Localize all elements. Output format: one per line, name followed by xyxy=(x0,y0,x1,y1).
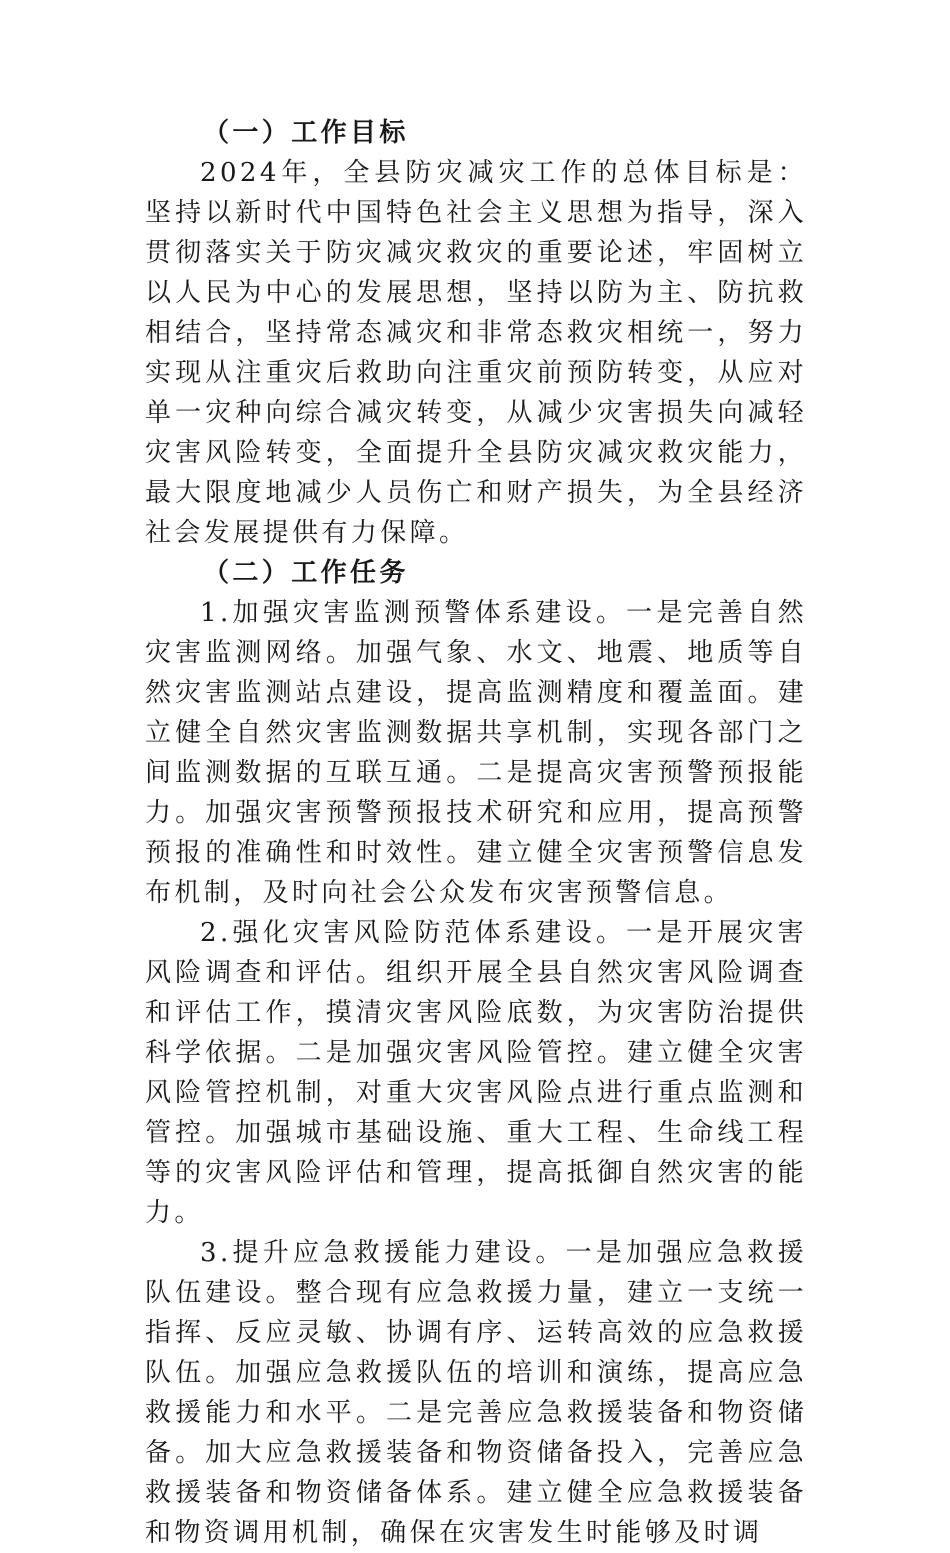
paragraph-task-emergency-rescue: 3.提升应急救援能力建设。一是加强应急救援队伍建设。整合现有应急救援力量，建立一支统一指挥、反应灵敏、协调有序、运转高效的应急救援队伍。加强应急救援队伍的培训和演练，提高应急救援能力和水平。二是完善应急救援装备和物资储备。加大应急救援装备和物资储备投入，完善应急救援装备和物资储备体系。建立健全应急救援装备和物资调用机制，确保在灾害发生时能够及时调 xyxy=(145,1238,807,1548)
paragraph-task-monitoring-warning: 1.加强灾害监测预警体系建设。一是完善自然灾害监测网络。加强气象、水文、地震、地质等自然灾害监测站点建设，提高监测精度和覆盖面。建立健全自然灾害监测数据共享机制，实现各部门之间监测数据的互联互通。二是提高灾害预警预报能力。加强灾害预警预报技术研究和应用，提高预警预报的准确性和时效性。建立健全灾害预警信息发布机制，及时向社会公众发布灾害预警信息。 xyxy=(145,598,807,908)
section-heading-work-goals: （一）工作目标 xyxy=(203,118,409,148)
paragraph-overall-goal: 2024年，全县防灾减灾工作的总体目标是：坚持以新时代中国特色社会主义思想为指导，深入贯彻落实关于防灾减灾救灾的重要论述，牢固树立以人民为中心的发展思想，坚持以防为主、防抗救相结合，坚持常态减灾和非常态救灾相统一，努力实现从注重灾后救助向注重灾前预防转变，从应对单一灾种向综合减灾转变，从减少灾害损失向减轻灾害风险转变，全面提升全县防灾减灾救灾能力，最大限度地减少人员伤亡和财产损失，为全县经济社会发展提供有力保障。 xyxy=(145,158,807,548)
section-heading-work-tasks: （二）工作任务 xyxy=(203,558,409,588)
document-body xyxy=(145,113,807,1553)
paragraph-task-risk-prevention: 2.强化灾害风险防范体系建设。一是开展灾害风险调查和评估。组织开展全县自然灾害风险调查和评估工作，摸清灾害风险底数，为灾害防治提供科学依据。二是加强灾害风险管控。建立健全灾害风险管控机制，对重大灾害风险点进行重点监测和管控。加强城市基础设施、重大工程、生命线工程等的灾害风险评估和管理，提高抵御自然灾害的能力。 xyxy=(145,918,807,1228)
